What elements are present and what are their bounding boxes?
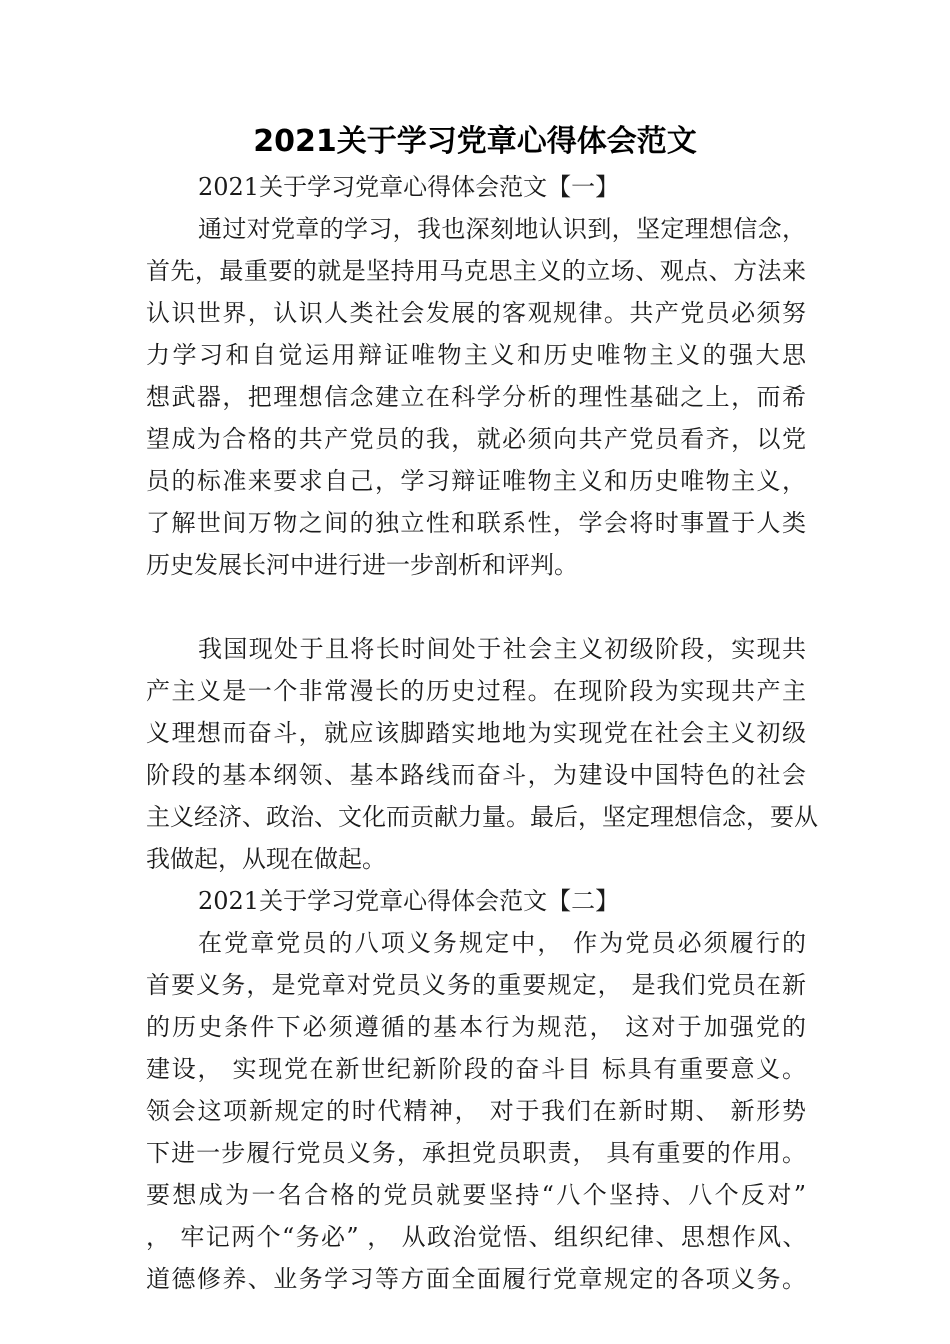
paragraph-line: 我国现处于且将长时间处于社会主义初级阶段，实现共 (198, 635, 806, 663)
paragraph-line: 的历史条件下必须遵循的基本行为规范， 这对于加强党的 (146, 1013, 806, 1041)
paragraph-line: 下进一步履行党员义务，承担党员职责， 具有重要的作用。 (146, 1139, 806, 1167)
paragraph-line: 力学习和自觉运用辩证唯物主义和历史唯物主义的强大思 (146, 341, 806, 369)
document-title: 2021关于学习党章心得体会范文 (253, 124, 697, 159)
paragraph-line: 员的标准来要求自己，学习辩证唯物主义和历史唯物主义， (146, 467, 806, 495)
paragraph-line: 产主义是一个非常漫长的历史过程。在现阶段为实现共产主 (146, 677, 806, 705)
paragraph-line: 望成为合格的共产党员的我，就必须向共产党员看齐，以党 (146, 425, 806, 453)
paragraph-line: 道德修养、业务学习等方面全面履行党章规定的各项义务。 (146, 1265, 806, 1293)
paragraph-line: 阶段的基本纲领、基本路线而奋斗，为建设中国特色的社会 (146, 761, 806, 789)
paragraph-line: 想武器，把理想信念建立在科学分析的理性基础之上，而希 (146, 383, 806, 411)
section-heading-2: 2021关于学习党章心得体会范文【二】 (198, 887, 620, 915)
paragraph-line: ， 牢记两个“务必” ， 从政治觉悟、组织纪律、思想作风、 (146, 1223, 806, 1251)
paragraph-spacer (146, 586, 806, 628)
paragraph-line: 要想成为一名合格的党员就要坚持“八个坚持、八个反对” (146, 1181, 806, 1209)
paragraph-line: 在党章党员的八项义务规定中， 作为党员必须履行的 (198, 929, 806, 957)
paragraph-line: 首先，最重要的就是坚持用马克思主义的立场、观点、方法来 (146, 257, 806, 285)
paragraph-line: 建设， 实现党在新世纪新阶段的奋斗目 标具有重要意义。 (146, 1055, 806, 1083)
paragraph-line: 义理想而奋斗，就应该脚踏实地地为实现党在社会主义初级 (146, 719, 806, 747)
paragraph-line: 认识世界，认识人类社会发展的客观规律。共产党员必须努 (146, 299, 806, 327)
paragraph-line: 领会这项新规定的时代精神， 对于我们在新时期、 新形势 (146, 1097, 806, 1125)
paragraph-line: 通过对党章的学习，我也深刻地认识到，坚定理想信念， (198, 215, 806, 243)
paragraph-line: 我做起，从现在做起。 (146, 845, 386, 873)
paragraph-line: 了解世间万物之间的独立性和联系性，学会将时事置于人类 (146, 509, 806, 537)
section-heading-1: 2021关于学习党章心得体会范文【一】 (198, 173, 620, 201)
paragraph-line: 主义经济、政治、文化而贡献力量。最后，坚定理想信念，要从 (146, 803, 818, 831)
paragraph-line: 首要义务，是党章对党员义务的重要规定， 是我们党员在新 (146, 971, 806, 999)
paragraph-line: 历史发展长河中进行进一步剖析和评判。 (146, 551, 578, 579)
document-body (146, 166, 818, 1300)
